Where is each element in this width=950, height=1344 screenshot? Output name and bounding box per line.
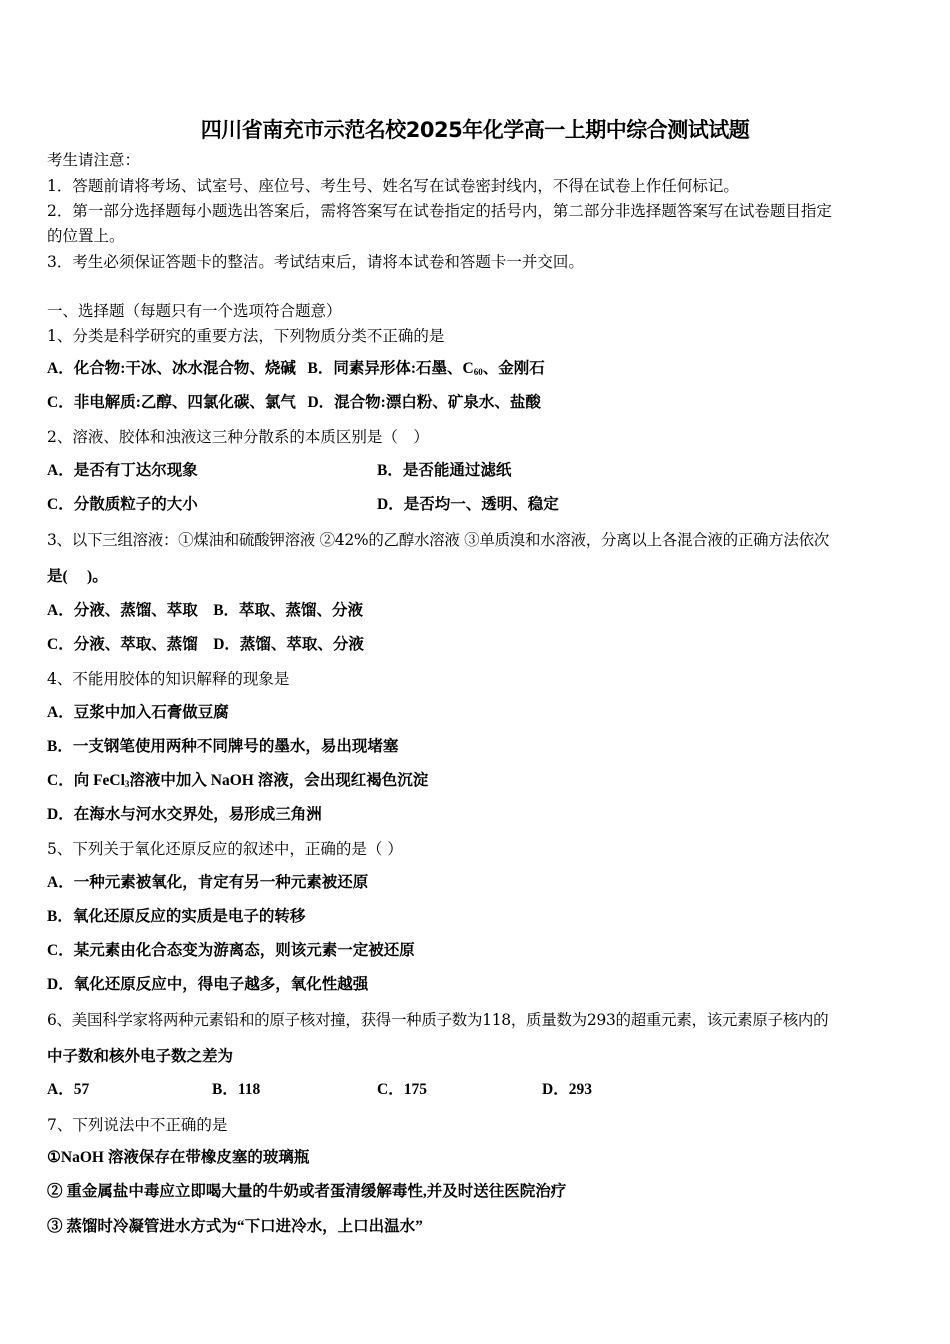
option-d: D．在海水与河水交界处，易形成三角洲 (47, 806, 322, 823)
statement-2: ② 重金属盐中毒应立即喝大量的牛奶或者蛋清缓解毒性,并及时送往医院治疗 (47, 1183, 567, 1200)
option-d: D．293 (542, 1081, 592, 1098)
statement-3: ③ 蒸馏时冷凝管进水方式为“下口进冷水，上口出温水” (47, 1218, 423, 1235)
option-c: C．非电解质:乙醇、四氯化碳、氯气 (47, 394, 296, 411)
option-a: A．57 (47, 1081, 90, 1098)
option-c: C．某元素由化合态变为游离态，则该元素一定被还原 (47, 942, 415, 959)
option-d: D．混合物:漂白粉、矿泉水、盐酸 (307, 394, 541, 411)
notice-item: 3．考生必须保证答题卡的整洁。考试结束后，请将本试卷和答题卡一并交回。 (47, 253, 584, 271)
question-1-options-ab (47, 359, 545, 382)
exam-title: 四川省南充市示范名校2025年化学高一上期中综合测试试题 (200, 118, 750, 142)
option-b: B．氧化还原反应的实质是电子的转移 (47, 908, 306, 925)
option-a: A．化合物:干冰、冰水混合物、烧碱 (47, 360, 296, 377)
question-3-options-ab: A．分液、蒸馏、萃取 B．萃取、蒸馏、分液 (47, 602, 364, 619)
option-c-text-end: 溶液中加入 NaOH 溶液，会出现红褐色沉淀 (129, 772, 429, 789)
option-b: B．118 (212, 1081, 261, 1098)
option-b: B．是否能通过滤纸 (377, 462, 512, 479)
question-3-stem: 3、以下三组溶液：①煤油和硫酸钾溶液 ②42%的乙醇水溶液 ③单质溴和水溶液，分离以上各混合液的正确方法依次 (47, 531, 829, 549)
question-4-stem: 4、不能用胶体的知识解释的现象是 (47, 670, 290, 688)
statement-1: ①NaOH 溶液保存在带橡皮塞的玻璃瓶 (47, 1149, 310, 1166)
question-2-stem: 2、溶液、胶体和浊液这三种分散系的本质区别是（ ） (47, 428, 429, 446)
option-a: A．是否有丁达尔现象 (47, 462, 198, 479)
notice-item: 1．答题前请将考场、试室号、座位号、考生号、姓名写在试卷密封线内，不得在试卷上作任何标记。 (47, 177, 739, 195)
option-a: A．豆浆中加入石膏做豆腐 (47, 704, 229, 721)
question-1-options-cd (47, 393, 541, 413)
option-d: D．是否均一、透明、稳定 (377, 496, 559, 513)
option-a: A．一种元素被氧化，肯定有另一种元素被还原 (47, 874, 369, 891)
question-5-stem: 5、下列关于氧化还原反应的叙述中，正确的是（ ） (47, 840, 403, 858)
question-2-options-ab (47, 461, 512, 481)
question-7-stem: 7、下列说法中不正确的是 (47, 1116, 228, 1134)
subscript: 3 (124, 779, 130, 789)
section-heading: 一、选择题（每题只有一个选项符合题意） (47, 302, 342, 320)
question-1-stem: 1、分类是科学研究的重要方法，下列物质分类不正确的是 (47, 327, 445, 345)
option-b: B．一支钢笔使用两种不同牌号的墨水，易出现堵塞 (47, 738, 399, 755)
option-b-text-end: 、金刚石 (482, 360, 545, 377)
question-6-stem: 6、美国科学家将两种元素铅和的原子核对撞，获得一种质子数为118，质量数为293的超重元素，该元素原子核内的 (47, 1011, 829, 1029)
question-6-stem-cont: 中子数和核外电子数之差为 (47, 1048, 234, 1065)
option-b (307, 360, 544, 377)
question-3-stem-cont: 是( )。 (47, 568, 108, 585)
notice-heading: 考生请注意： (47, 151, 141, 169)
option-c: C．175 (377, 1081, 427, 1098)
notice-item: 的位置上。 (47, 227, 125, 245)
notice-item: 2．第一部分选择题每小题选出答案后，需将答案写在试卷指定的括号内，第二部分非选择题答案写在试卷题目指定 (47, 202, 832, 220)
option-c (47, 771, 428, 794)
subscript: 60 (473, 367, 483, 377)
option-b-text: B．同素异形体:石墨、C (307, 360, 474, 377)
question-3-options-cd: C．分液、萃取、蒸馏 D．蒸馏、萃取、分液 (47, 636, 364, 653)
question-2-options-cd (47, 495, 559, 515)
option-c: C．分散质粒子的大小 (47, 496, 198, 513)
option-c-text: C．向 FeCl (47, 772, 125, 789)
option-d: D．氧化还原反应中，得电子越多，氧化性越强 (47, 976, 369, 993)
